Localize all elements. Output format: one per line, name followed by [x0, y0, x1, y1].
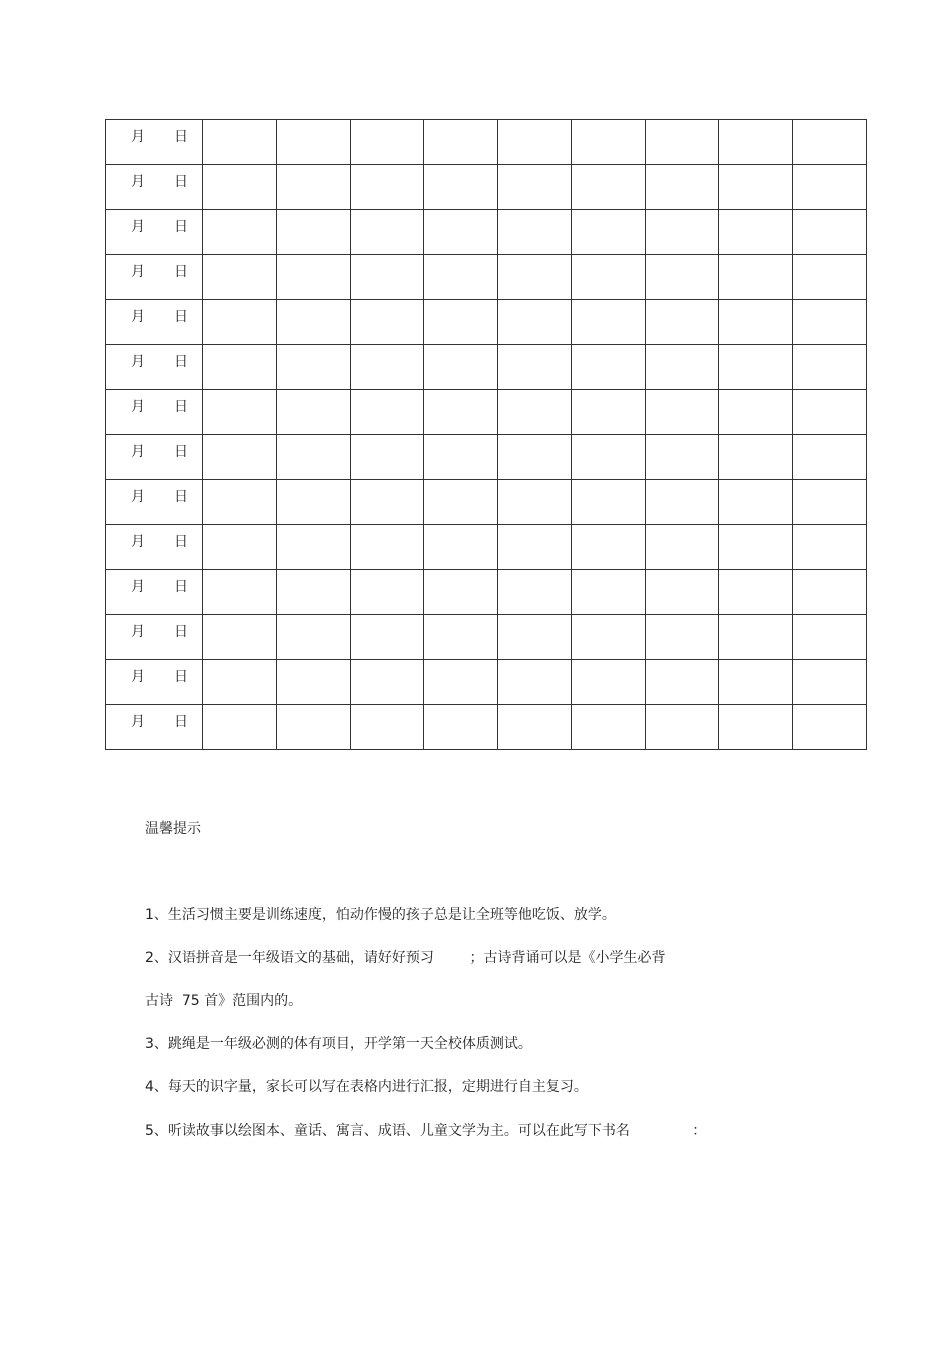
blank-cell[interactable] [276, 345, 350, 390]
date-label [106, 525, 202, 551]
blank-cell[interactable] [498, 300, 572, 345]
date-cell [106, 435, 203, 480]
blank-cell[interactable] [276, 165, 350, 210]
blank-cell[interactable] [203, 570, 277, 615]
table-row [106, 165, 867, 210]
table-row [106, 615, 867, 660]
blank-cell[interactable] [719, 120, 793, 165]
month-label: 月 [131, 399, 145, 415]
blank-cell[interactable] [571, 615, 645, 660]
month-label: 月 [131, 579, 145, 595]
day-label: 日 [174, 579, 188, 595]
tips-title: 温馨提示 [145, 821, 201, 837]
date-label [106, 660, 202, 686]
blank-cell[interactable] [424, 255, 498, 300]
date-cell [106, 165, 203, 210]
blank-cell[interactable] [350, 255, 424, 300]
blank-cell[interactable] [276, 255, 350, 300]
blank-cell[interactable] [793, 165, 867, 210]
blank-cell[interactable] [645, 300, 719, 345]
tip-item-2-continued: 古诗 75 首》范围内的。 [145, 993, 303, 1009]
day-label: 日 [174, 444, 188, 460]
blank-cell[interactable] [571, 660, 645, 705]
blank-cell[interactable] [793, 480, 867, 525]
blank-cell[interactable] [276, 390, 350, 435]
blank-cell[interactable] [793, 660, 867, 705]
date-label [106, 210, 202, 236]
blank-cell[interactable] [571, 480, 645, 525]
blank-cell[interactable] [498, 615, 572, 660]
blank-cell[interactable] [350, 300, 424, 345]
blank-cell[interactable] [424, 570, 498, 615]
date-cell [106, 300, 203, 345]
tips-section [145, 818, 905, 1139]
blank-cell[interactable] [793, 300, 867, 345]
date-label [106, 255, 202, 281]
blank-cell[interactable] [424, 660, 498, 705]
blank-cell[interactable] [719, 255, 793, 300]
blank-cell[interactable] [276, 705, 350, 750]
date-label [106, 345, 202, 371]
blank-cell[interactable] [645, 570, 719, 615]
blank-cell[interactable] [350, 210, 424, 255]
date-cell [106, 120, 203, 165]
blank-cell[interactable] [203, 480, 277, 525]
blank-cell[interactable] [203, 210, 277, 255]
blank-cell[interactable] [276, 480, 350, 525]
date-label [106, 390, 202, 416]
month-label: 月 [131, 444, 145, 460]
blank-cell[interactable] [498, 120, 572, 165]
blank-cell[interactable] [424, 390, 498, 435]
blank-cell[interactable] [498, 480, 572, 525]
table-body [106, 120, 867, 750]
month-label: 月 [131, 624, 145, 640]
blank-cell[interactable] [793, 120, 867, 165]
day-label: 日 [174, 669, 188, 685]
month-label: 月 [131, 174, 145, 190]
tip-item-3: 3、跳绳是一年级必测的体有项目，开学第一天全校体质测试。 [145, 1036, 532, 1052]
date-label [106, 165, 202, 191]
blank-cell[interactable] [424, 435, 498, 480]
blank-cell[interactable] [498, 435, 572, 480]
blank-cell[interactable] [719, 390, 793, 435]
blank-cell[interactable] [276, 615, 350, 660]
tip-item-5: 5、听读故事以绘图本、童话、寓言、成语、儿童文学为主。可以在此写下书名 ： [145, 1123, 707, 1139]
date-cell [106, 570, 203, 615]
table-row [106, 390, 867, 435]
blank-cell[interactable] [276, 300, 350, 345]
blank-cell[interactable] [350, 435, 424, 480]
blank-cell[interactable] [793, 210, 867, 255]
blank-cell[interactable] [645, 615, 719, 660]
blank-cell[interactable] [571, 165, 645, 210]
blank-cell[interactable] [719, 300, 793, 345]
month-label: 月 [131, 264, 145, 280]
table-row [106, 300, 867, 345]
blank-cell[interactable] [645, 480, 719, 525]
blank-cell[interactable] [203, 255, 277, 300]
blank-cell[interactable] [350, 660, 424, 705]
blank-cell[interactable] [498, 525, 572, 570]
date-label [106, 120, 202, 146]
day-label: 日 [174, 309, 188, 325]
blank-cell[interactable] [719, 165, 793, 210]
blank-cell[interactable] [276, 570, 350, 615]
blank-cell[interactable] [203, 435, 277, 480]
blank-cell[interactable] [719, 570, 793, 615]
blank-cell[interactable] [350, 480, 424, 525]
day-label: 日 [174, 264, 188, 280]
blank-cell[interactable] [498, 705, 572, 750]
blank-cell[interactable] [203, 660, 277, 705]
date-label [106, 705, 202, 731]
blank-cell[interactable] [645, 120, 719, 165]
blank-cell[interactable] [645, 525, 719, 570]
month-label: 月 [131, 354, 145, 370]
blank-cell[interactable] [719, 210, 793, 255]
date-cell [106, 480, 203, 525]
blank-cell[interactable] [645, 390, 719, 435]
table-row [106, 480, 867, 525]
day-label: 日 [174, 534, 188, 550]
blank-cell[interactable] [645, 660, 719, 705]
date-cell [106, 525, 203, 570]
blank-cell[interactable] [645, 705, 719, 750]
blank-cell[interactable] [498, 255, 572, 300]
month-label: 月 [131, 669, 145, 685]
blank-cell[interactable] [203, 525, 277, 570]
date-cell [106, 660, 203, 705]
blank-cell[interactable] [793, 345, 867, 390]
table-row [106, 705, 867, 750]
blank-cell[interactable] [203, 345, 277, 390]
blank-cell[interactable] [571, 120, 645, 165]
tip-item-2: 2、汉语拼音是一年级语文的基础，请好好预习 ；古诗背诵可以是《小学生必背 [145, 950, 666, 966]
blank-cell[interactable] [424, 345, 498, 390]
day-label: 日 [174, 624, 188, 640]
blank-cell[interactable] [571, 705, 645, 750]
blank-cell[interactable] [350, 615, 424, 660]
day-label: 日 [174, 174, 188, 190]
month-label: 月 [131, 714, 145, 730]
blank-cell[interactable] [793, 390, 867, 435]
blank-cell[interactable] [424, 525, 498, 570]
table-row [106, 345, 867, 390]
blank-cell[interactable] [350, 345, 424, 390]
blank-cell[interactable] [203, 390, 277, 435]
blank-cell[interactable] [571, 300, 645, 345]
blank-cell[interactable] [424, 120, 498, 165]
blank-cell[interactable] [350, 570, 424, 615]
table-row [106, 210, 867, 255]
day-label: 日 [174, 219, 188, 235]
blank-cell[interactable] [571, 255, 645, 300]
blank-cell[interactable] [424, 705, 498, 750]
date-cell [106, 615, 203, 660]
blank-cell[interactable] [571, 525, 645, 570]
blank-cell[interactable] [203, 165, 277, 210]
blank-cell[interactable] [424, 210, 498, 255]
blank-cell[interactable] [719, 705, 793, 750]
blank-cell[interactable] [793, 570, 867, 615]
blank-cell[interactable] [793, 705, 867, 750]
blank-cell[interactable] [498, 660, 572, 705]
blank-cell[interactable] [793, 615, 867, 660]
blank-cell[interactable] [793, 435, 867, 480]
blank-cell[interactable] [571, 210, 645, 255]
blank-cell[interactable] [498, 210, 572, 255]
day-label: 日 [174, 354, 188, 370]
date-label [106, 570, 202, 596]
table-row [106, 255, 867, 300]
blank-cell[interactable] [350, 165, 424, 210]
blank-cell[interactable] [276, 120, 350, 165]
blank-cell[interactable] [350, 390, 424, 435]
blank-cell[interactable] [498, 390, 572, 435]
tip-item-4: 4、每天的识字量，家长可以写在表格内进行汇报，定期进行自主复习。 [145, 1079, 588, 1095]
tip-item-1: 1、生活习惯主要是训练速度，怕动作慢的孩子总是让全班等他吃饭、放学。 [145, 907, 616, 923]
blank-cell[interactable] [645, 435, 719, 480]
month-label: 月 [131, 219, 145, 235]
table-row [106, 570, 867, 615]
blank-cell[interactable] [498, 165, 572, 210]
blank-cell[interactable] [203, 120, 277, 165]
daily-record-table [105, 119, 867, 750]
blank-cell[interactable] [719, 480, 793, 525]
blank-cell[interactable] [498, 345, 572, 390]
blank-cell[interactable] [719, 615, 793, 660]
blank-cell[interactable] [350, 705, 424, 750]
blank-cell[interactable] [498, 570, 572, 615]
blank-cell[interactable] [424, 165, 498, 210]
month-label: 月 [131, 309, 145, 325]
blank-cell[interactable] [793, 525, 867, 570]
blank-cell[interactable] [571, 435, 645, 480]
blank-cell[interactable] [276, 525, 350, 570]
date-label [106, 615, 202, 641]
blank-cell[interactable] [719, 525, 793, 570]
day-label: 日 [174, 399, 188, 415]
date-label [106, 300, 202, 326]
table-row [106, 120, 867, 165]
month-label: 月 [131, 534, 145, 550]
blank-cell[interactable] [276, 210, 350, 255]
blank-cell[interactable] [203, 300, 277, 345]
blank-cell[interactable] [719, 660, 793, 705]
blank-cell[interactable] [645, 255, 719, 300]
day-label: 日 [174, 129, 188, 145]
blank-cell[interactable] [350, 120, 424, 165]
blank-cell[interactable] [793, 255, 867, 300]
date-label [106, 435, 202, 461]
blank-cell[interactable] [645, 210, 719, 255]
month-label: 月 [131, 489, 145, 505]
blank-cell[interactable] [276, 435, 350, 480]
blank-cell[interactable] [424, 480, 498, 525]
blank-cell[interactable] [276, 660, 350, 705]
day-label: 日 [174, 714, 188, 730]
blank-cell[interactable] [203, 615, 277, 660]
table-row [106, 435, 867, 480]
blank-cell[interactable] [645, 165, 719, 210]
blank-cell[interactable] [719, 435, 793, 480]
blank-cell[interactable] [645, 345, 719, 390]
blank-cell[interactable] [719, 345, 793, 390]
date-label [106, 480, 202, 506]
date-cell [106, 705, 203, 750]
date-cell [106, 345, 203, 390]
blank-cell[interactable] [571, 570, 645, 615]
blank-cell[interactable] [571, 390, 645, 435]
date-cell [106, 390, 203, 435]
blank-cell[interactable] [571, 345, 645, 390]
date-cell [106, 255, 203, 300]
blank-cell[interactable] [203, 705, 277, 750]
table-row [106, 660, 867, 705]
day-label: 日 [174, 489, 188, 505]
table-row [106, 525, 867, 570]
blank-cell[interactable] [424, 615, 498, 660]
month-label: 月 [131, 129, 145, 145]
blank-cell[interactable] [350, 525, 424, 570]
blank-cell[interactable] [424, 300, 498, 345]
date-cell [106, 210, 203, 255]
